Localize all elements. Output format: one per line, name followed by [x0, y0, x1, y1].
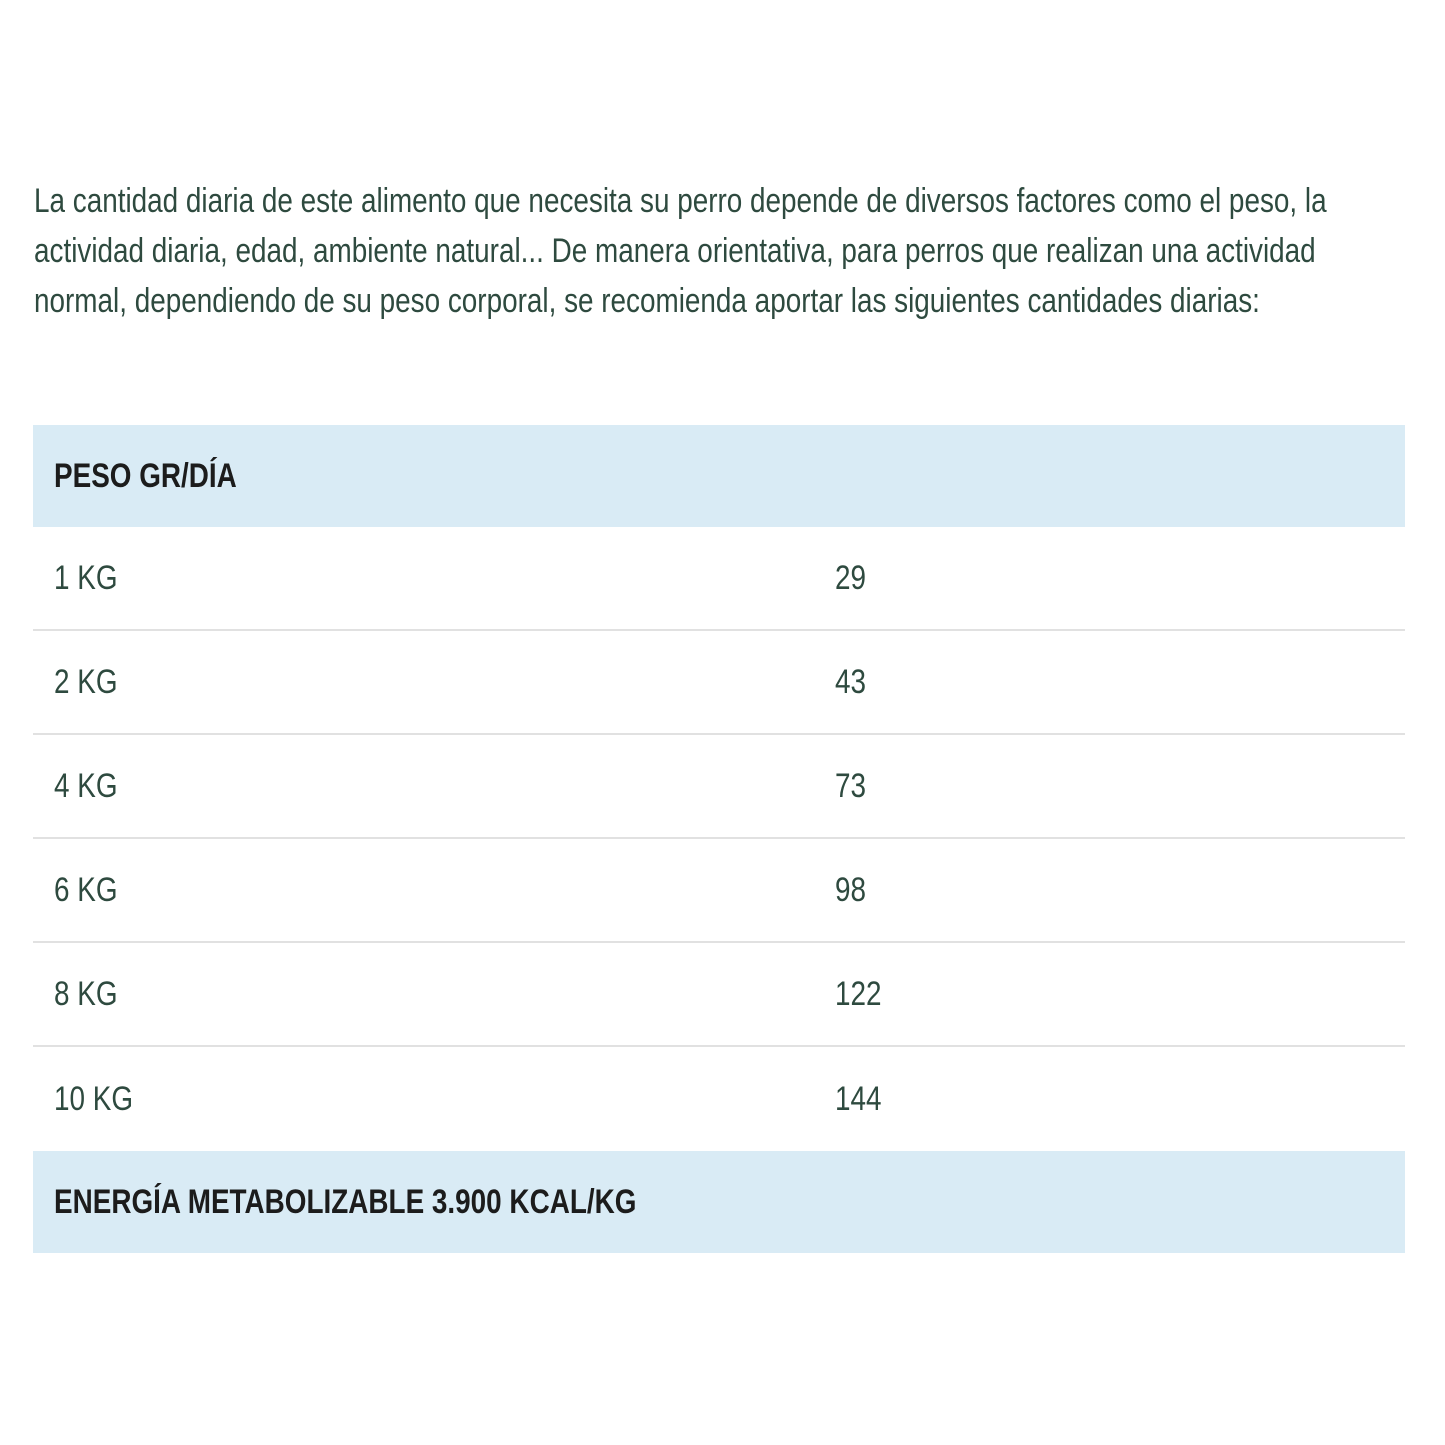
table-header-label: PESO GR/DÍA: [54, 456, 237, 495]
weight-cell: 8 KG: [54, 974, 118, 1013]
table-row: [33, 735, 1405, 839]
grams-cell: 98: [835, 870, 867, 909]
grams-cell: 73: [835, 766, 867, 805]
table-row: [33, 839, 1405, 943]
table-footer: [33, 1151, 1405, 1253]
table-row: [33, 631, 1405, 735]
weight-cell: 10 KG: [54, 1079, 134, 1118]
grams-cell: 122: [835, 974, 882, 1013]
grams-cell: 43: [835, 662, 867, 701]
grams-cell: 29: [835, 558, 867, 597]
weight-cell: 6 KG: [54, 870, 118, 909]
table-row: [33, 527, 1405, 631]
grams-cell: 144: [835, 1079, 882, 1118]
table-row: [33, 943, 1405, 1047]
weight-cell: 1 KG: [54, 558, 118, 597]
weight-cell: 4 KG: [54, 766, 118, 805]
table-header: [33, 425, 1405, 527]
weight-cell: 2 KG: [54, 662, 118, 701]
feeding-table: [33, 425, 1405, 1253]
intro-paragraph: La cantidad diaria de este alimento que necesita su perro depende de diversos factores como el peso, la actividad diaria, edad, ambiente natural... De manera orientativa, para perros que realizan una actividad normal, dependiendo de su peso corporal, se recomienda aportar las siguientes cantidades diarias:: [34, 182, 1327, 320]
energy-label: ENERGÍA METABOLIZABLE 3.900 KCAL/KG: [54, 1182, 637, 1221]
table-row: [33, 1047, 1405, 1151]
